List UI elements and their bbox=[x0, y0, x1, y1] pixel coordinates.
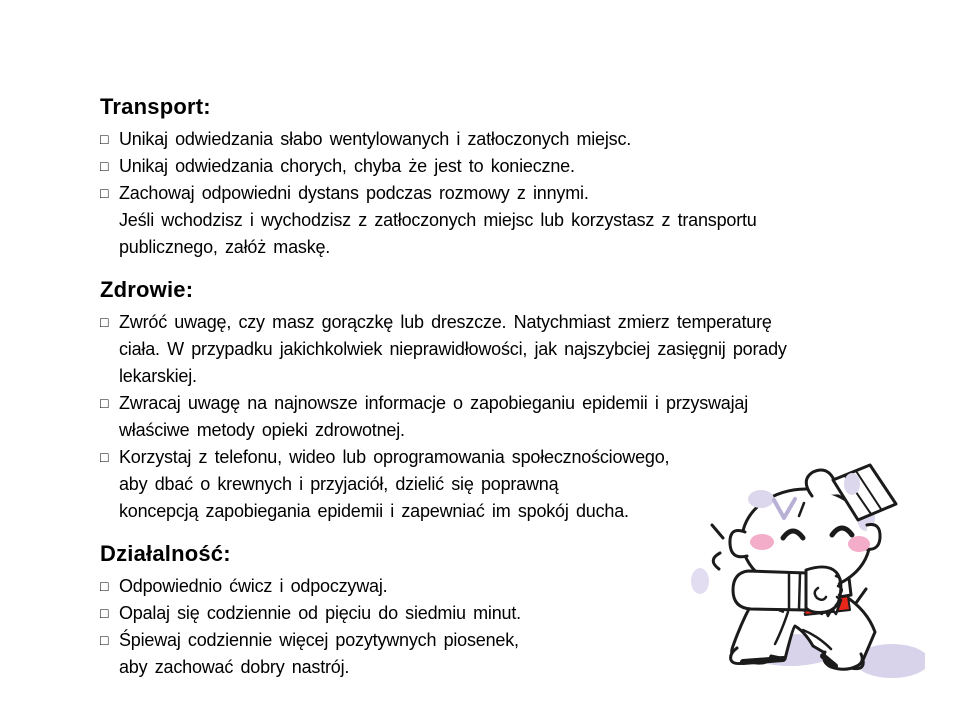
text-line: koncepcją zapobiegania epidemii i zapewniać im spokój ducha. bbox=[119, 501, 629, 521]
bullet-square-icon: □ bbox=[100, 395, 109, 411]
motion-line bbox=[712, 525, 723, 538]
section-heading: Zdrowie: bbox=[100, 277, 194, 302]
text-line: Unikaj odwiedzania słabo wentylowanych i zatłoczonych miejsc. bbox=[119, 129, 632, 149]
ear-left bbox=[730, 531, 747, 557]
text-line: właściwe metody opieki zdrowotnej. bbox=[119, 420, 405, 440]
bullet-square-icon: □ bbox=[100, 449, 109, 465]
list-item bbox=[100, 180, 935, 261]
exercise-character-illustration bbox=[685, 450, 925, 718]
bullet-square-icon: □ bbox=[100, 605, 109, 621]
text-line: aby zachować dobry nastrój. bbox=[119, 657, 350, 677]
motion-line bbox=[856, 589, 866, 603]
list-item bbox=[100, 153, 935, 180]
text-line: Opalaj się codziennie od pięciu do siedmiu minut. bbox=[119, 603, 521, 623]
text-line: publicznego, załóż maskę. bbox=[119, 237, 331, 257]
shadow-blob bbox=[691, 568, 709, 594]
bullet-square-icon: □ bbox=[100, 314, 109, 330]
bullet-square-icon: □ bbox=[100, 131, 109, 147]
text-line: Korzystaj z telefonu, wideo lub oprogramowania społecznościowego, bbox=[119, 447, 670, 467]
text-line: Zwróć uwagę, czy masz gorączkę lub dreszcze. Natychmiast zmierz temperaturę bbox=[119, 312, 772, 332]
text-line: Unikaj odwiedzania chorych, chyba że jest to konieczne. bbox=[119, 156, 575, 176]
bullet-square-icon: □ bbox=[100, 158, 109, 174]
text-line: Odpowiednio ćwicz i odpoczywaj. bbox=[119, 576, 388, 596]
shoe-left bbox=[743, 659, 783, 662]
text-line: lekarskiej. bbox=[119, 366, 197, 386]
text-line: Zwracaj uwagę na najnowsze informacje o zapobieganiu epidemii i przyswajaj bbox=[119, 393, 749, 413]
text-line: ciała. W przypadku jakichkolwiek nieprawidłowości, jak najszybciej zasięgnij porady bbox=[119, 339, 787, 359]
breath-mark bbox=[713, 553, 720, 569]
section-heading: Transport: bbox=[100, 94, 211, 119]
bullet-square-icon: □ bbox=[100, 632, 109, 648]
section-heading: Działalność: bbox=[100, 541, 231, 566]
bullet-square-icon: □ bbox=[100, 185, 109, 201]
text-line: Śpiewaj codziennie więcej pozytywnych piosenek, bbox=[119, 630, 519, 650]
list-item bbox=[100, 309, 935, 390]
text-line: aby dbać o krewnych i przyjaciół, dzielić się poprawną bbox=[119, 474, 559, 494]
bullet-square-icon: □ bbox=[100, 578, 109, 594]
cheek-right bbox=[848, 536, 870, 552]
text-line: Jeśli wchodzisz i wychodzisz z zatłoczonych miejsc lub korzystasz z transportu bbox=[119, 210, 757, 230]
list-item bbox=[100, 126, 935, 153]
section-transport bbox=[100, 92, 935, 261]
list-item bbox=[100, 390, 935, 444]
text-line: Zachowaj odpowiedni dystans podczas rozmowy z innymi. bbox=[119, 183, 589, 203]
forearm-left bbox=[733, 571, 807, 610]
cheek-left bbox=[750, 534, 774, 550]
